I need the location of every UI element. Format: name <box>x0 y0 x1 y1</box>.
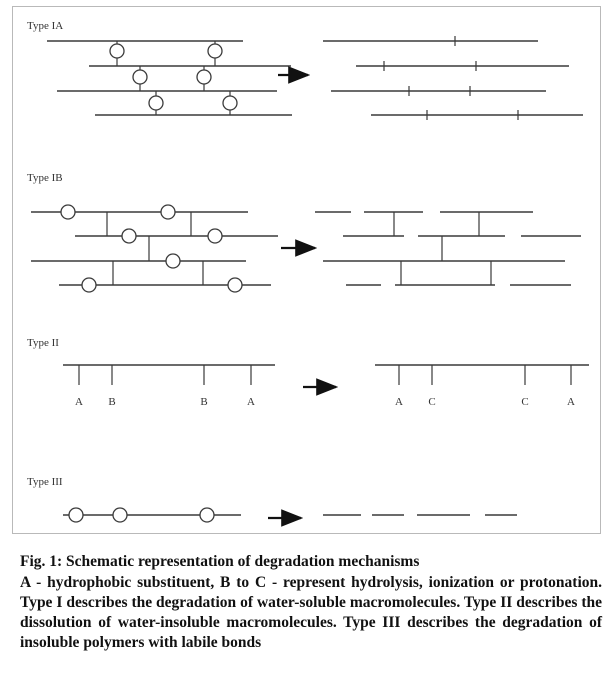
substituent-label: A <box>567 396 575 408</box>
labile-bond <box>69 508 83 522</box>
caption-body: A - hydrophobic substituent, B to C - represent hydrolysis, ionization or protonation. Type I describes the degradation of water-soluble macromolecules. Type II describes the dissolution of water-insoluble macromolecules. Type III describes the degradation of insoluble polymers with labile bonds <box>20 574 602 651</box>
hydrophobic-group <box>161 205 175 219</box>
hydrophobic-group <box>149 96 163 110</box>
type-iii-before <box>63 508 241 522</box>
hydrophobic-group <box>223 96 237 110</box>
substituent-label: C <box>428 396 436 408</box>
substituent-label: B <box>200 396 208 408</box>
type-iii-label: Type III <box>27 476 63 488</box>
type-ib-label: Type IB <box>27 172 63 184</box>
substituent-label: A <box>395 396 403 408</box>
hydrophobic-group <box>208 229 222 243</box>
hydrophobic-group <box>228 278 242 292</box>
type-ia-after <box>323 36 583 120</box>
type-ia-before <box>47 41 292 115</box>
type-ii-label: Type II <box>27 337 59 349</box>
figure-panel <box>12 6 601 534</box>
substituent-label: A <box>75 396 83 408</box>
hydrophobic-group <box>110 44 124 58</box>
hydrophobic-group <box>61 205 75 219</box>
type-ii-after <box>375 365 589 408</box>
figure-caption <box>20 552 602 653</box>
hydrophobic-group <box>133 70 147 84</box>
caption-title: Fig. 1: Schematic representation of degradation mechanisms <box>20 553 420 570</box>
substituent-label: A <box>247 396 255 408</box>
hydrophobic-group <box>208 44 222 58</box>
substituent-label: B <box>108 396 116 408</box>
labile-bond <box>113 508 127 522</box>
hydrophobic-group <box>82 278 96 292</box>
hydrophobic-group <box>197 70 211 84</box>
type-ii-before <box>63 365 275 408</box>
type-ib-after <box>315 212 581 285</box>
substituent-label: C <box>521 396 529 408</box>
hydrophobic-group <box>122 229 136 243</box>
type-ib-before <box>31 205 278 292</box>
degradation-diagram <box>13 7 602 535</box>
hydrophobic-group <box>166 254 180 268</box>
type-ia-label: Type IA <box>27 20 64 32</box>
labile-bond <box>200 508 214 522</box>
